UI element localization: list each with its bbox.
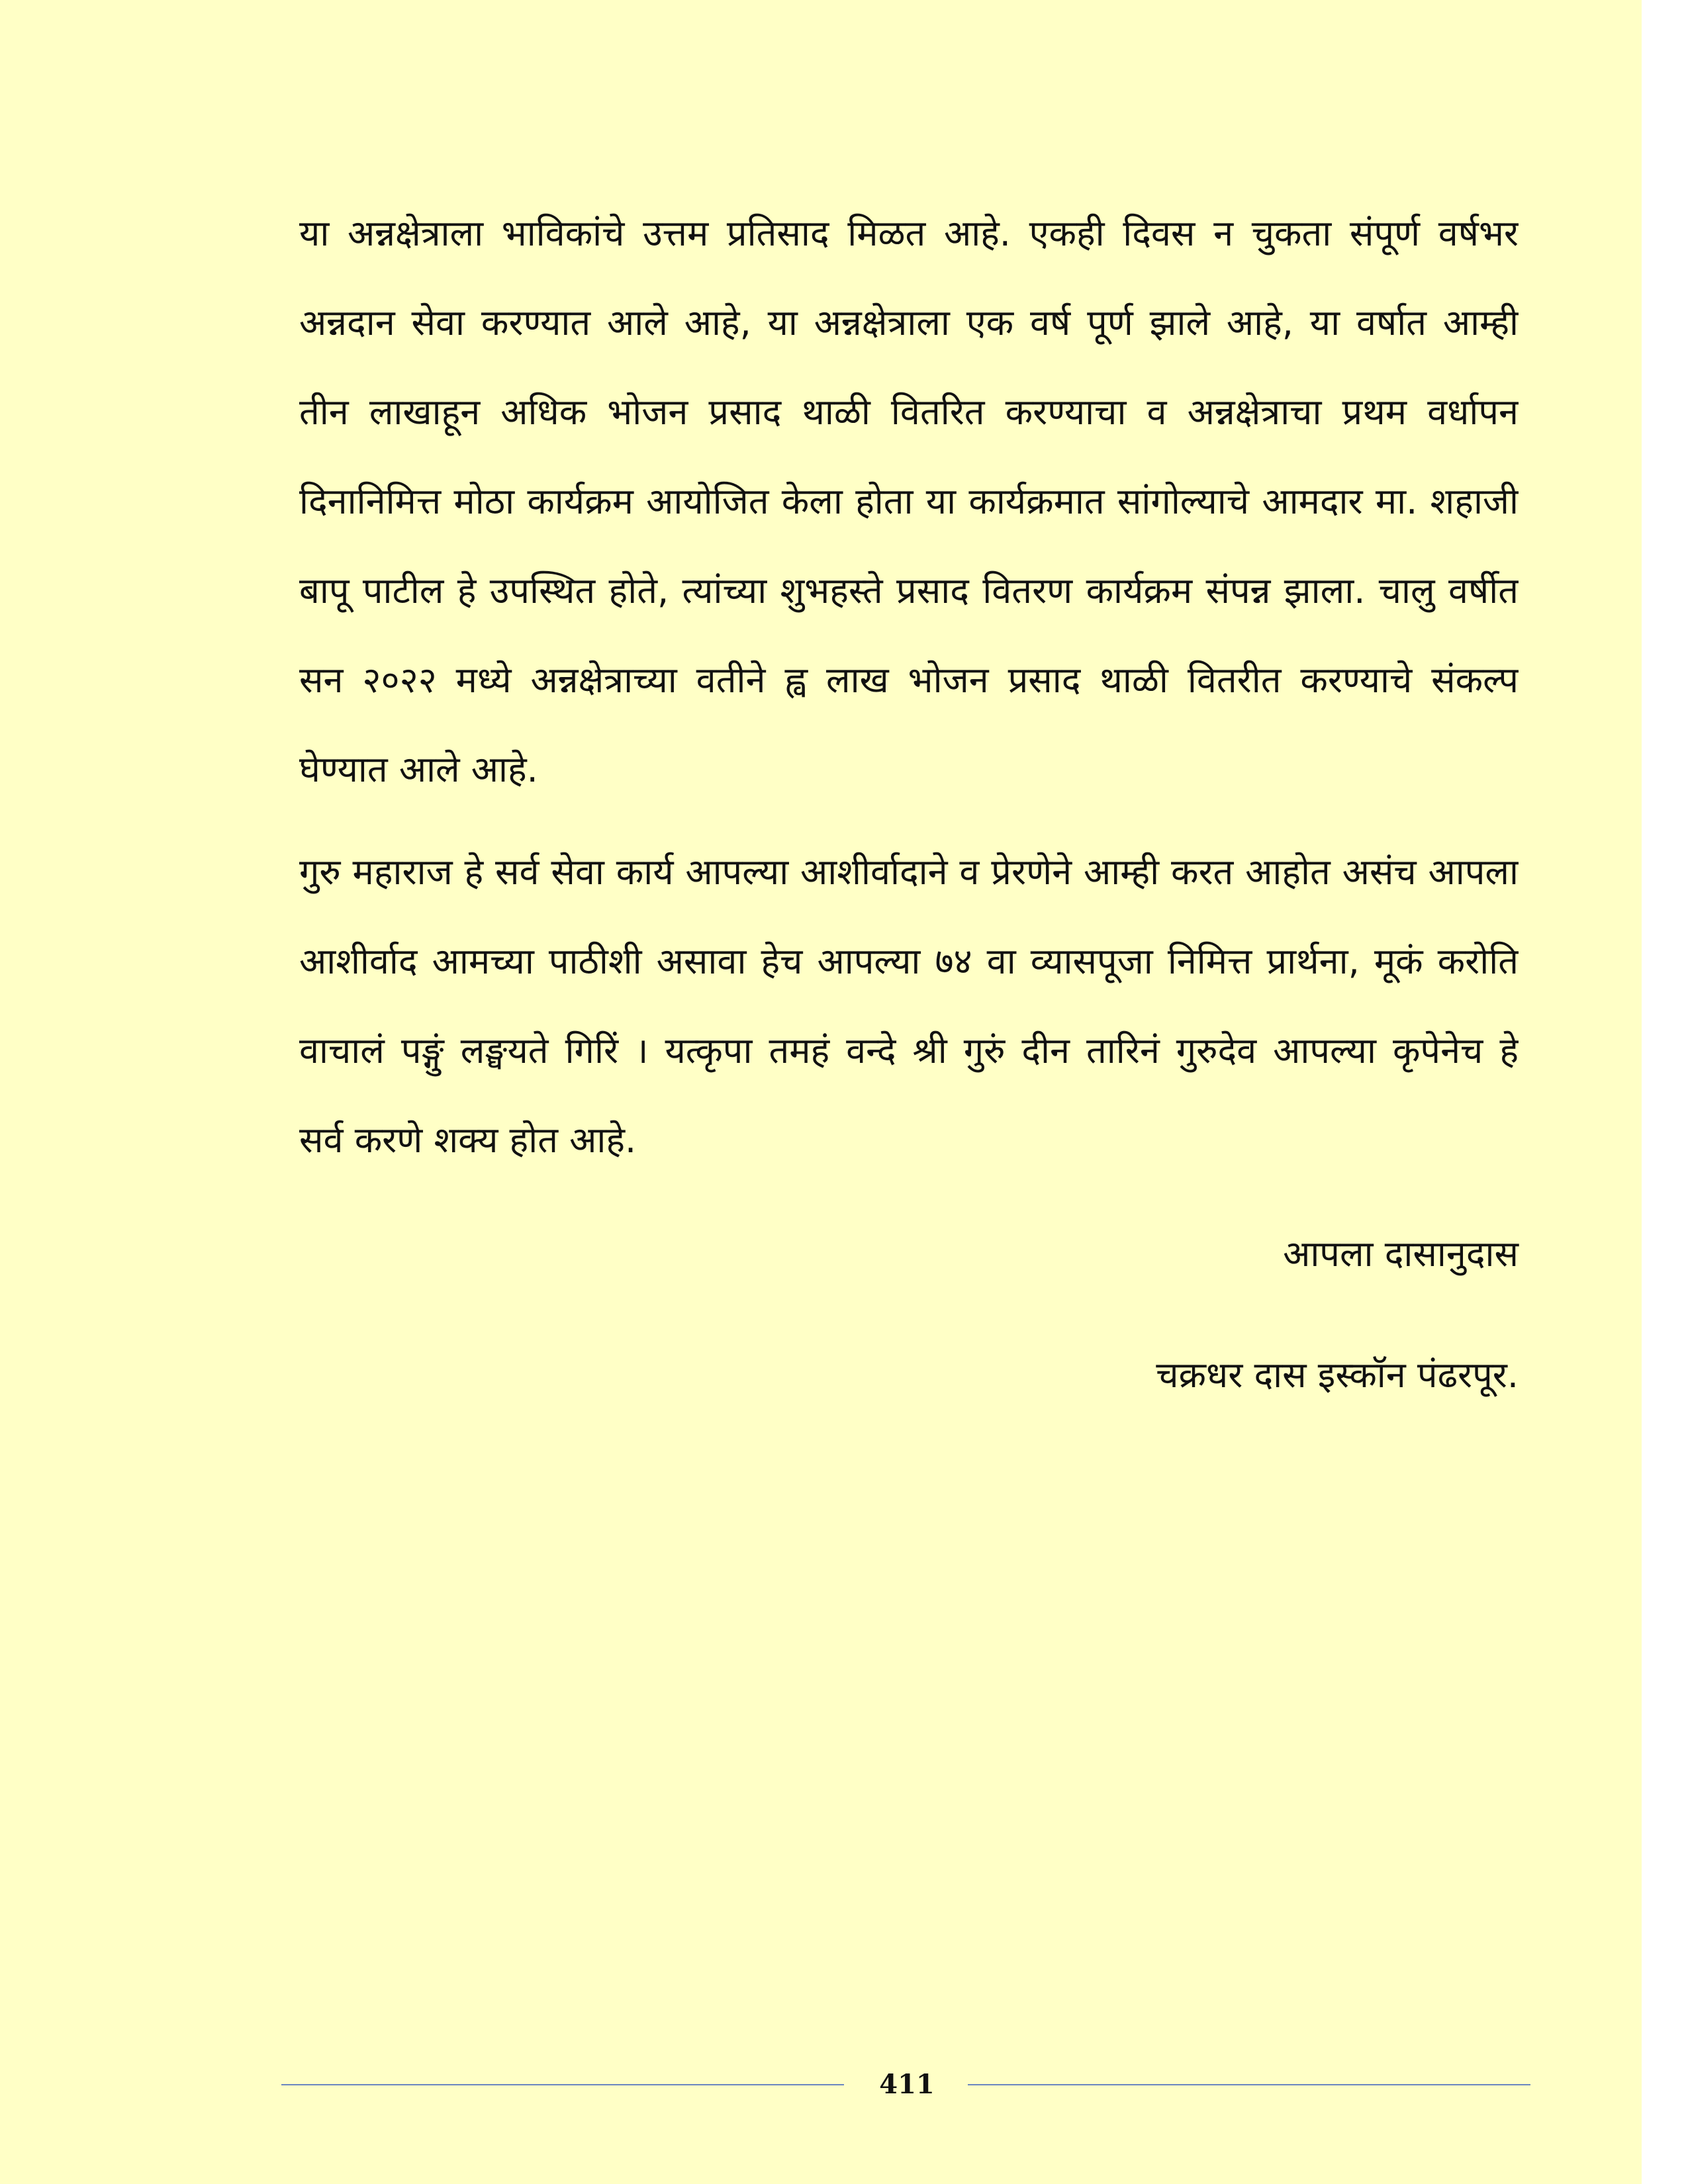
paragraph-line: वाचालं पङ्गुं लङ्घयते गिरिं । यत्कृपा तमहं वन्दे श्री गुरुं दीन तारिनं गुरुदेव आपल्या कृपेनेच हे bbox=[299, 1030, 1519, 1071]
page-number: 411 bbox=[879, 2069, 935, 2100]
footer-divider-right bbox=[968, 2084, 1530, 2085]
paragraph-line: अन्नदान सेवा करण्यात आले आहे, या अन्नक्षेत्राला एक वर्ष पूर्ण झाले आहे, या वर्षात आम्ही bbox=[299, 302, 1519, 343]
paragraph-line: सन २०२२ मध्ये अन्नक्षेत्राच्या वतीने ह्व लाख भोजन प्रसाद थाळी वितरीत करण्याचे संकल्प bbox=[299, 659, 1519, 701]
paragraph-spacer bbox=[299, 814, 1519, 827]
paragraph-line: सर्व करणे शक्य होत आहे. bbox=[299, 1119, 637, 1161]
paragraph-line: या अन्नक्षेत्राला भाविकांचे उत्तम प्रतिसाद मिळत आहे. एकही दिवस न चुकता संपूर्ण वर्षभर bbox=[299, 212, 1519, 254]
paragraph-line: दिनानिमित्त मोठा कार्यक्रम आयोजित केला होता या कार्यक्रमात सांगोल्याचे आमदार मा. शहाजी bbox=[299, 480, 1519, 522]
footer-divider-left bbox=[281, 2084, 844, 2085]
paragraph-line: तीन लाखाहून अधिक भोजन प्रसाद थाळी वितरित करण्याचा व अन्नक्षेत्राचा प्रथम वर्धापन bbox=[299, 391, 1519, 433]
paragraph-line: आशीर्वाद आमच्या पाठीशी असावा हेच आपल्या ७४ वा व्यासपूजा निमित्त प्रार्थना, मूकं करोति bbox=[299, 940, 1519, 982]
paragraph-line: घेण्यात आले आहे. bbox=[299, 749, 538, 790]
signature-closing: आपला दासानुदास bbox=[1283, 1233, 1519, 1275]
paragraph-annakshetra bbox=[299, 189, 1519, 814]
paragraph-guru-maharaj bbox=[299, 827, 1519, 1185]
body-text bbox=[299, 189, 1519, 1185]
signature-name: चक्रधर दास इस्कॉन पंढरपूर. bbox=[1156, 1354, 1519, 1396]
paragraph-line: बापू पाटील हे उपस्थित होते, त्यांच्या शुभहस्ते प्रसाद वितरण कार्यक्रम संपन्न झाला. चालु वर्षीत bbox=[299, 570, 1519, 612]
paragraph-line: गुरु महाराज हे सर्व सेवा कार्य आपल्या आशीर्वादाने व प्रेरणेने आम्ही करत आहोत असंच आपला bbox=[299, 851, 1519, 893]
